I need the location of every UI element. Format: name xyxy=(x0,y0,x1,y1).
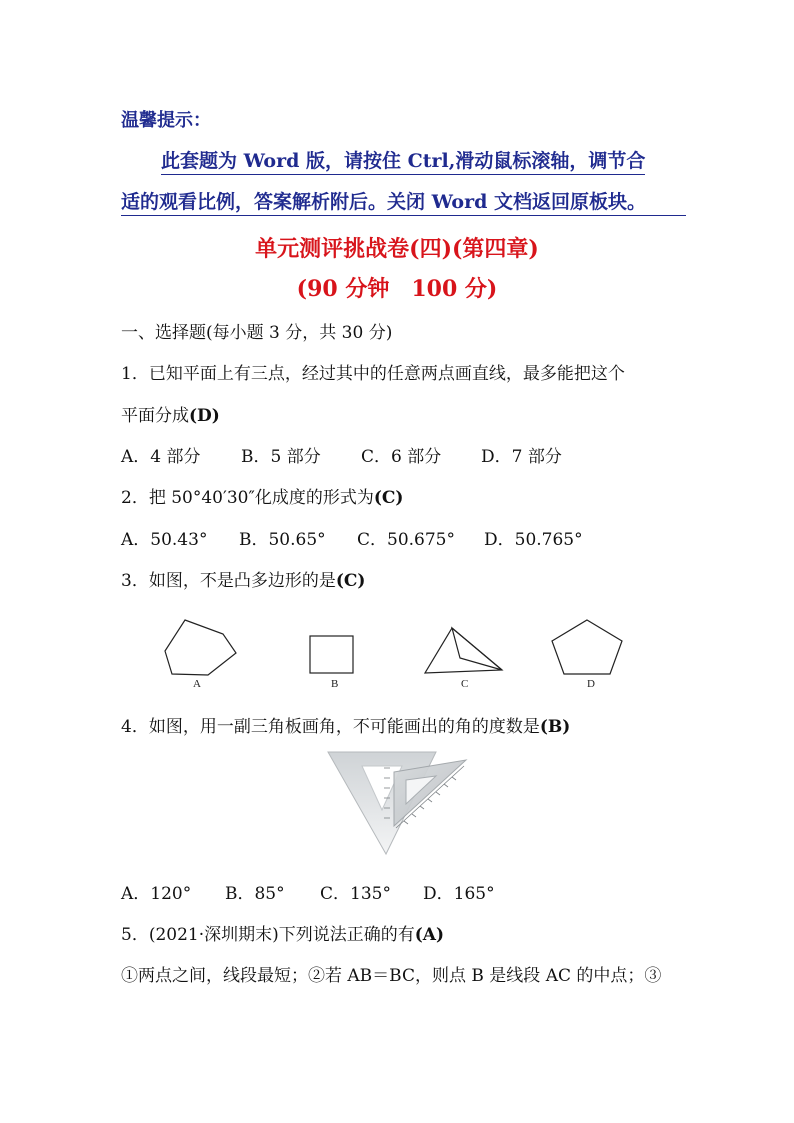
question-1-text-cont xyxy=(121,401,220,426)
q4-option-a: A．120° xyxy=(121,884,192,904)
polygon-a-shape xyxy=(165,620,236,675)
q1-option-b: B．5 部分 xyxy=(241,447,321,467)
polygon-d-label: D xyxy=(587,678,595,690)
q4-option-b: B．85° xyxy=(225,884,285,904)
q1-option-a: A．4 部分 xyxy=(121,447,201,467)
question-2-text: 2．把 50°40′30″化成度的形式为 xyxy=(121,488,374,508)
q2-option-a: A．50.43° xyxy=(121,530,208,550)
q2-option-c: C．50.675° xyxy=(357,530,455,550)
section-heading: 一、选择题(每小题 3 分，共 30 分) xyxy=(121,323,393,343)
q1-option-c: C．6 部分 xyxy=(361,447,442,467)
q2-option-b: B．50.65° xyxy=(239,530,326,550)
question-5-text: 5．(2021·深圳期末)下列说法正确的有 xyxy=(121,925,415,945)
q4-option-d: D．165° xyxy=(423,884,495,904)
q1-option-d: D．7 部分 xyxy=(481,447,562,467)
question-2-answer: (C) xyxy=(373,488,404,508)
question-3 xyxy=(121,566,365,591)
question-5 xyxy=(121,920,444,945)
question-3-text: 3．如图，不是凸多边形的是 xyxy=(121,571,336,591)
question-2 xyxy=(121,483,403,508)
page-title: 单元测评挑战卷(四)(第四章) xyxy=(255,236,539,262)
polygon-b-shape xyxy=(310,636,353,673)
question-3-answer: (C) xyxy=(335,571,366,591)
question-1-text: 1．已知平面上有三点，经过其中的任意两点画直线，最多能把这个 xyxy=(121,364,625,384)
polygon-d-shape xyxy=(552,620,622,674)
question-4 xyxy=(121,712,570,737)
polygon-c-notch xyxy=(452,628,502,670)
polygon-b-label: B xyxy=(331,678,339,690)
question-1-answer: (D) xyxy=(189,406,220,426)
page-subtitle: (90 分钟 100 分) xyxy=(296,276,498,302)
polygons-figure xyxy=(150,612,650,684)
q2-option-d: D．50.765° xyxy=(484,530,583,550)
tip-label: 温馨提示： xyxy=(121,110,211,131)
question-5-answer: (A) xyxy=(414,925,445,945)
polygon-a-label: A xyxy=(193,678,201,690)
triangle-rulers-image xyxy=(324,748,470,858)
question-5-statements: ①两点之间，线段最短；②若 AB＝BC，则点 B 是线段 AC 的中点；③ xyxy=(121,966,662,986)
polygon-c-label: C xyxy=(461,678,469,690)
question-1-text-b: 平面分成 xyxy=(121,406,189,426)
tip-line-1: 此套题为 Word 版，请按住 Ctrl,滑动鼠标滚轴，调节合 xyxy=(161,146,645,175)
question-4-text: 4．如图，用一副三角板画角，不可能画出的角的度数是 xyxy=(121,717,540,737)
tip-line-2: 适的观看比例，答案解析附后。关闭 Word 文档返回原板块。 xyxy=(121,187,686,216)
question-4-answer: (B) xyxy=(539,717,571,737)
small-triangle-ruler xyxy=(394,760,466,826)
q4-option-c: C．135° xyxy=(320,884,391,904)
